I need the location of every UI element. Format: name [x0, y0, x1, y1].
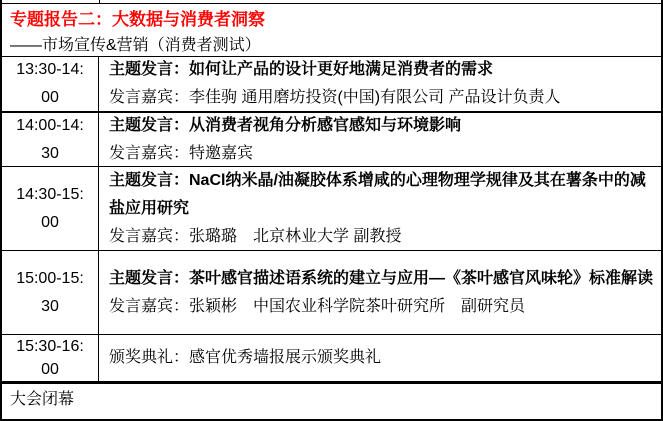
session-speaker: 发言嘉宾：张璐璐 北京林业大学 副教授	[109, 227, 402, 245]
session-topic: 主题发言：如何让产品的设计更好地满足消费者的需求	[109, 61, 494, 78]
time-cell	[2, 251, 99, 334]
time-text-line1: 14:30-15:	[16, 185, 84, 203]
time-text-line2: 30	[41, 297, 59, 315]
session-cell	[99, 57, 661, 111]
time-text-line1: 14:00-14:	[16, 116, 84, 134]
time-text-line2: 00	[41, 361, 59, 378]
session-topic: 主题发言：茶叶感官描述语系统的建立与应用—《茶叶感官风味轮》标准解读	[109, 269, 654, 287]
session-cell	[99, 335, 661, 381]
time-text-line2: 00	[41, 89, 59, 106]
session-topic: 主题发言：从消费者视角分析感官感知与环境影响	[109, 116, 462, 134]
session-speaker: 发言嘉宾：张颖彬 中国农业科学院茶叶研究所 副研究员	[109, 297, 526, 315]
time-cell	[2, 57, 99, 111]
closing-text: 大会闭幕	[10, 390, 75, 408]
top-row-remnant-time-cell	[2, 0, 100, 3]
schedule-row	[2, 335, 661, 384]
time-text-line2: 00	[41, 213, 59, 231]
schedule-row	[2, 57, 661, 113]
session-speaker: 发言嘉宾：李佳驹 通用磨坊投资(中国)有限公司 产品设计负责人	[109, 89, 561, 106]
time-cell	[2, 113, 99, 166]
award-ceremony-text: 颁奖典礼：感官优秀墙报展示颁奖典礼	[109, 349, 382, 366]
section-title: 专题报告二：大数据与消费者洞察	[10, 10, 265, 29]
schedule-row	[2, 251, 661, 335]
time-text-line1: 13:30-14:	[16, 61, 84, 78]
time-cell	[2, 335, 99, 381]
session-cell	[99, 167, 661, 250]
schedule-row	[2, 167, 661, 251]
section-subtitle: ——市场宣传&营销（消费者测试）	[10, 37, 261, 54]
session-topic: 主题发言：NaCl纳米晶/油凝胶体系增咸的心理物理学规律及其在薯条中的减盐应用研究	[109, 171, 646, 217]
section-header	[2, 4, 661, 57]
schedule-row	[2, 113, 661, 167]
time-text-line1: 15:30-16:	[16, 338, 84, 355]
time-text-line2: 30	[41, 144, 59, 162]
time-text-line1: 15:00-15:	[16, 269, 84, 287]
session-cell	[99, 251, 661, 334]
time-cell	[2, 167, 99, 250]
session-speaker: 发言嘉宾：特邀嘉宾	[109, 144, 254, 162]
session-cell	[99, 113, 661, 166]
closing-row	[2, 384, 661, 410]
